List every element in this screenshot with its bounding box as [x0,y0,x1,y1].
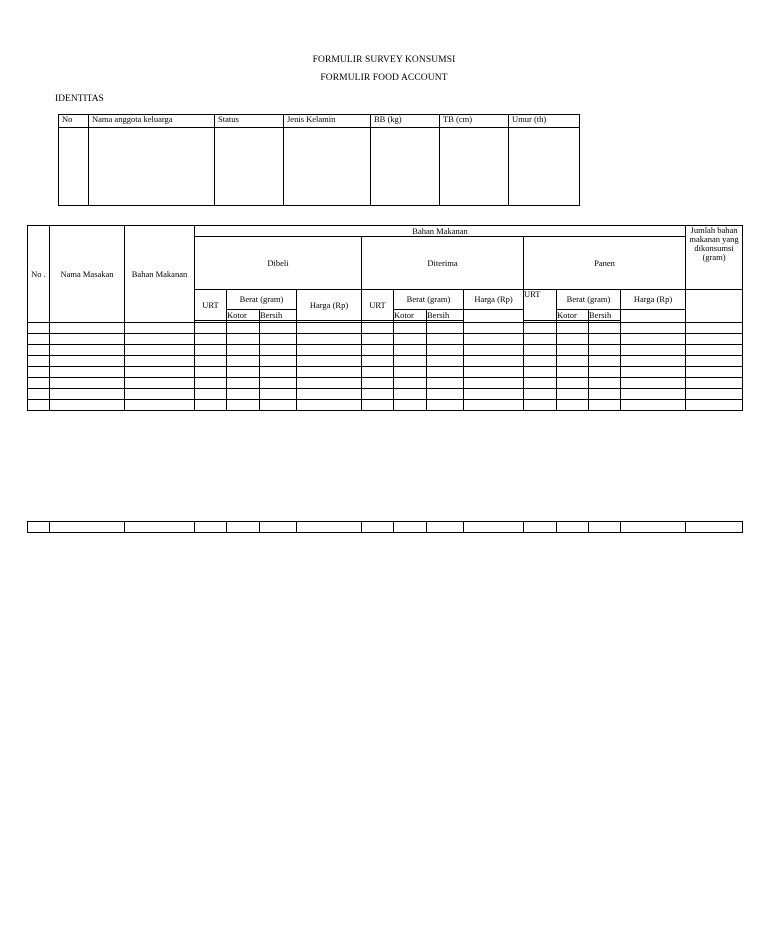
table-cell[interactable] [621,522,686,533]
table-cell[interactable] [50,400,125,411]
table-cell[interactable] [394,323,427,334]
dibeli-kotor: Kotor [227,310,260,321]
table-cell[interactable] [394,356,427,367]
table-cell[interactable] [260,367,297,378]
table-cell[interactable] [557,323,589,334]
table-cell[interactable] [524,345,557,356]
table-cell[interactable] [195,378,227,389]
identity-cell[interactable] [440,128,509,206]
table-cell[interactable] [394,345,427,356]
table-cell[interactable] [557,367,589,378]
table-cell[interactable] [686,400,743,411]
table-row [28,389,743,400]
table-cell[interactable] [621,323,686,334]
identity-col-bb: BB (kg) [371,115,440,128]
table-cell[interactable] [427,389,464,400]
table-cell[interactable] [125,400,195,411]
table-cell[interactable] [297,522,362,533]
table-cell[interactable] [50,389,125,400]
table-row [28,378,743,389]
table-cell[interactable] [427,323,464,334]
table-cell[interactable] [686,334,743,345]
table-cell[interactable] [589,389,621,400]
table-cell[interactable] [260,345,297,356]
identity-cell[interactable] [509,128,580,206]
table-cell[interactable] [260,522,297,533]
table-cell[interactable] [686,378,743,389]
table-cell[interactable] [621,356,686,367]
table-cell[interactable] [50,345,125,356]
table-cell[interactable] [125,345,195,356]
identity-col-nama: Nama anggota keluarga [89,115,215,128]
table-cell[interactable] [621,334,686,345]
table-cell[interactable] [28,323,50,334]
dibeli-urt: URT [195,290,227,321]
table-cell[interactable] [427,367,464,378]
table-cell[interactable] [195,400,227,411]
table-cell[interactable] [28,522,50,533]
table-cell[interactable] [297,323,362,334]
table-cell[interactable] [362,323,394,334]
table-cell[interactable] [227,323,260,334]
table-cell[interactable] [227,334,260,345]
table-cell[interactable] [260,356,297,367]
table-cell[interactable] [557,356,589,367]
table-cell[interactable] [589,323,621,334]
panen-kotor: Kotor [557,310,589,321]
table-cell[interactable] [524,522,557,533]
table-cell[interactable] [464,400,524,411]
table-cell[interactable] [621,367,686,378]
table-cell[interactable] [50,522,125,533]
table-cell[interactable] [464,389,524,400]
table-cell[interactable] [621,345,686,356]
diterima-berat: Berat (gram) [394,290,464,310]
table-cell[interactable] [125,323,195,334]
table-cell[interactable] [297,367,362,378]
table-cell[interactable] [464,323,524,334]
table-cell[interactable] [686,367,743,378]
table-cell[interactable] [195,389,227,400]
identity-cell[interactable] [371,128,440,206]
table-cell[interactable] [686,356,743,367]
table-cell[interactable] [427,522,464,533]
table-cell[interactable] [589,367,621,378]
table-cell[interactable] [362,400,394,411]
table-cell[interactable] [28,334,50,345]
table-cell[interactable] [427,378,464,389]
table-cell[interactable] [125,367,195,378]
table-cell[interactable] [227,389,260,400]
diterima-harga-cell [464,310,524,323]
table-cell[interactable] [362,334,394,345]
identity-col-no: No [59,115,89,128]
table-cell[interactable] [227,400,260,411]
table-cell[interactable] [50,356,125,367]
table-cell[interactable] [557,378,589,389]
table-cell[interactable] [427,400,464,411]
table-cell[interactable] [125,378,195,389]
table-cell[interactable] [50,323,125,334]
table-cell[interactable] [557,389,589,400]
table-cell[interactable] [394,522,427,533]
panen-bersih: Bersih [589,310,621,321]
jumlah-cell [686,290,743,323]
sub-diterima: Diterima [362,237,524,290]
table-cell[interactable] [297,400,362,411]
panen-harga-cell [621,310,686,323]
table-cell[interactable] [297,389,362,400]
table-cell[interactable] [427,345,464,356]
identity-col-tb: TB (cm) [440,115,509,128]
food-account-extra-row [27,521,743,533]
panen-harga: Harga (Rp) [621,290,686,310]
table-cell[interactable] [589,400,621,411]
identity-cell[interactable] [215,128,284,206]
form-title: FORMULIR SURVEY KONSUMSI [312,55,456,65]
identity-cell[interactable] [59,128,89,206]
table-cell[interactable] [394,378,427,389]
header-row-1 [28,226,743,237]
dibeli-bersih: Bersih [260,310,297,321]
table-row [28,522,743,533]
table-cell[interactable] [557,345,589,356]
table-cell[interactable] [524,367,557,378]
col-nama-masakan: Nama Masakan [50,226,125,323]
table-cell[interactable] [362,389,394,400]
table-cell[interactable] [524,334,557,345]
table-cell[interactable] [589,345,621,356]
table-cell[interactable] [362,522,394,533]
table-row [28,334,743,345]
identity-col-status: Status [215,115,284,128]
table-cell[interactable] [260,323,297,334]
table-cell[interactable] [125,334,195,345]
table-cell[interactable] [589,522,621,533]
table-cell[interactable] [195,356,227,367]
identity-table [58,114,580,206]
table-cell[interactable] [464,345,524,356]
form-subtitle: FORMULIR FOOD ACCOUNT [320,73,448,83]
table-cell[interactable] [686,323,743,334]
table-cell[interactable] [260,334,297,345]
table-cell[interactable] [28,400,50,411]
table-cell[interactable] [394,334,427,345]
sub-dibeli: Dibeli [195,237,362,290]
col-jumlah: Jumlah bahan makanan yang dikonsumsi (gram) [686,226,743,290]
table-cell[interactable] [362,378,394,389]
table-cell[interactable] [427,334,464,345]
table-cell[interactable] [394,400,427,411]
diterima-bersih: Bersih [427,310,464,321]
identity-cell[interactable] [89,128,215,206]
table-cell[interactable] [28,356,50,367]
table-cell[interactable] [394,367,427,378]
table-cell[interactable] [589,356,621,367]
table-cell[interactable] [557,522,589,533]
table-cell[interactable] [362,345,394,356]
identity-entry-row [59,128,580,206]
diterima-harga: Harga (Rp) [464,290,524,310]
table-row [28,356,743,367]
table-cell[interactable] [195,367,227,378]
table-cell[interactable] [260,389,297,400]
table-cell[interactable] [227,378,260,389]
table-cell[interactable] [297,378,362,389]
table-cell[interactable] [464,334,524,345]
table-row [28,345,743,356]
table-cell[interactable] [524,378,557,389]
diterima-kotor: Kotor [394,310,427,321]
table-cell[interactable] [362,356,394,367]
identity-cell[interactable] [284,128,371,206]
table-cell[interactable] [125,356,195,367]
table-cell[interactable] [524,389,557,400]
table-cell[interactable] [50,367,125,378]
group-bahan-makanan: Bahan Makanan [195,226,686,237]
dibeli-berat: Berat (gram) [227,290,297,310]
table-cell[interactable] [686,522,743,533]
table-cell[interactable] [427,356,464,367]
table-cell[interactable] [227,522,260,533]
table-cell[interactable] [394,389,427,400]
panen-urt: URT [524,290,557,321]
identity-header-row [59,115,580,128]
food-account-table [27,225,743,411]
table-cell[interactable] [50,334,125,345]
table-cell[interactable] [464,522,524,533]
table-cell[interactable] [227,367,260,378]
table-cell[interactable] [28,378,50,389]
table-cell[interactable] [464,367,524,378]
table-cell[interactable] [195,345,227,356]
diterima-urt: URT [362,290,394,321]
table-cell[interactable] [524,356,557,367]
table-cell[interactable] [227,356,260,367]
table-cell[interactable] [195,323,227,334]
table-cell[interactable] [28,389,50,400]
table-cell[interactable] [195,334,227,345]
table-cell[interactable] [260,400,297,411]
panen-berat: Berat (gram) [557,290,621,310]
table-cell[interactable] [50,378,125,389]
table-cell[interactable] [260,378,297,389]
table-cell[interactable] [557,400,589,411]
identity-col-umur: Umur (th) [509,115,580,128]
table-row [28,323,743,334]
sub-panen: Panen [524,237,686,290]
table-cell[interactable] [297,356,362,367]
table-row [28,367,743,378]
section-identitas-label: IDENTITAS [55,94,104,104]
dibeli-harga: Harga (Rp) [297,290,362,321]
col-no: No . [28,226,50,323]
table-cell[interactable] [621,400,686,411]
table-cell[interactable] [297,345,362,356]
table-cell[interactable] [125,389,195,400]
table-cell[interactable] [621,389,686,400]
table-cell[interactable] [686,345,743,356]
col-bahan-makanan: Bahan Makanan [125,226,195,323]
table-cell[interactable] [686,389,743,400]
table-cell[interactable] [589,334,621,345]
identity-col-jenis-kelamin: Jenis Kelamin [284,115,371,128]
table-cell[interactable] [362,367,394,378]
table-cell[interactable] [557,334,589,345]
table-cell[interactable] [297,334,362,345]
table-cell[interactable] [125,522,195,533]
table-cell[interactable] [464,356,524,367]
table-cell[interactable] [621,378,686,389]
table-cell[interactable] [589,378,621,389]
table-cell[interactable] [464,378,524,389]
table-row [28,400,743,411]
table-cell[interactable] [28,367,50,378]
table-cell[interactable] [524,400,557,411]
table-cell[interactable] [28,345,50,356]
table-cell[interactable] [227,345,260,356]
table-cell[interactable] [195,522,227,533]
table-cell[interactable] [524,323,557,334]
